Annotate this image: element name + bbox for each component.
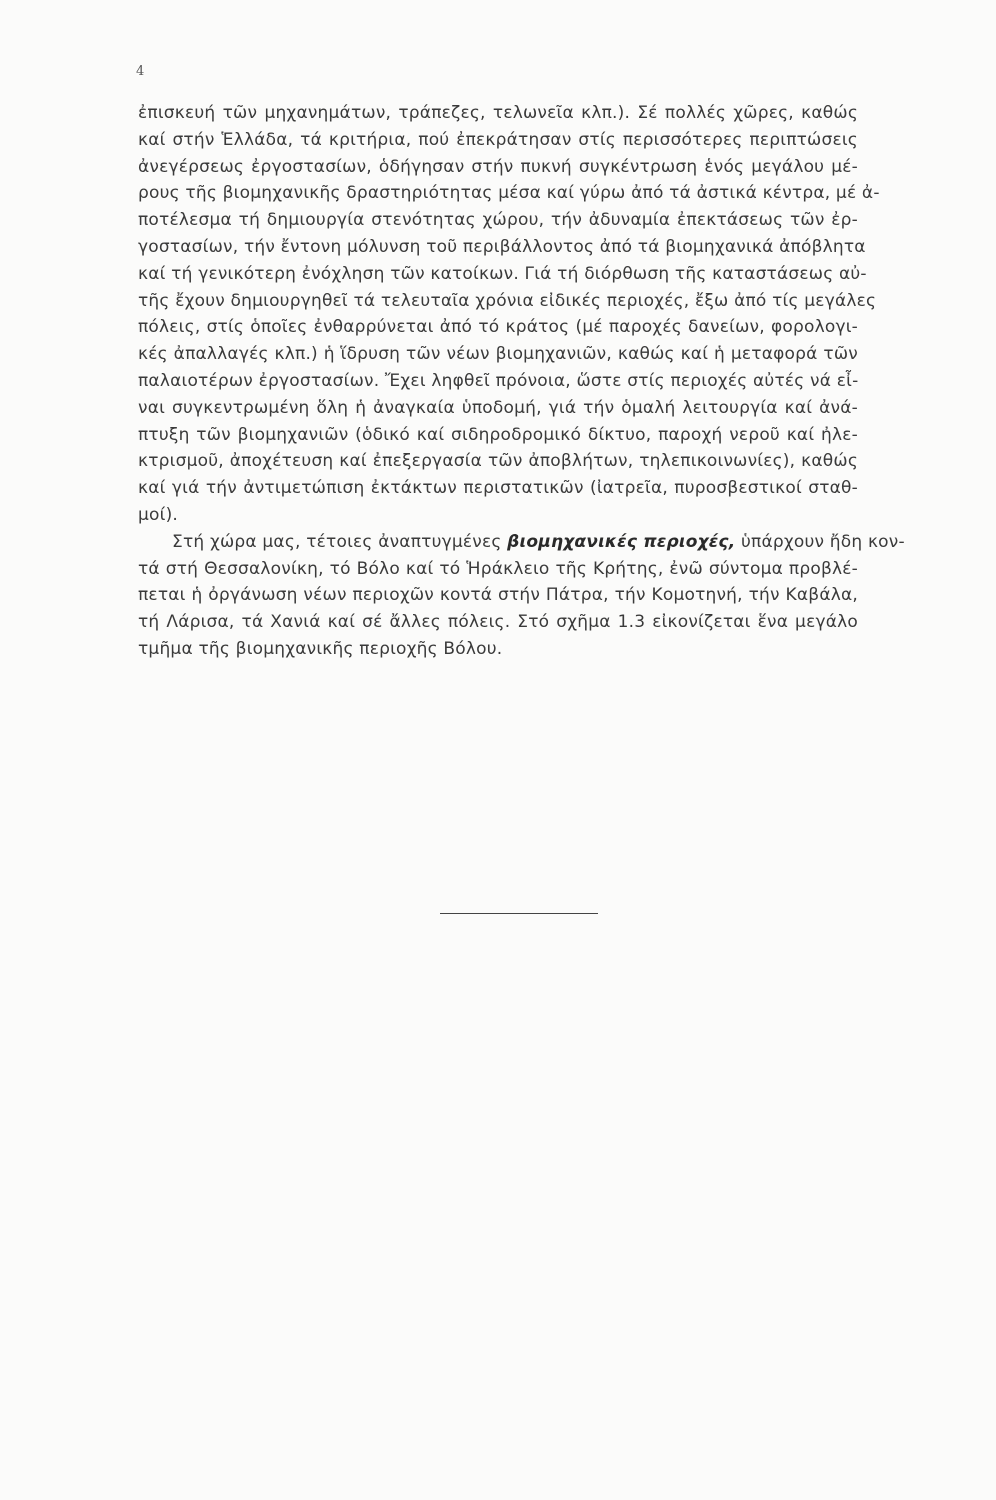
text-line: ρους τῆς βιομηχανικῆς δραστηριότητας μέσα καί γύρω ἀπό τά ἀστικά κέντρα, μέ ἀ- [138,183,880,204]
text-line: γοστασίων, τήν ἔντονη μόλυνση τοῦ περιβάλλοντος ἀπό τά βιομηχανικά ἀπόβλητα [138,236,866,257]
text-line: πεται ἡ ὀργάνωση νέων περιοχῶν κοντά στήν Πάτρα, τήν Κομοτηνή, τήν Καβάλα, [138,585,858,606]
paragraph [138,100,880,529]
text-line: πόλεις, στίς ὁποῖες ἐνθαρρύνεται ἀπό τό κράτος (μέ παροχές δανείων, φορολογι- [138,317,858,338]
page-number: 4 [136,64,145,79]
text-run: Στή χώρα μας, τέτοιες ἀναπτυγμένες [172,531,502,552]
text-line: καί στήν Ἑλλάδα, τά κριτήρια, πού ἐπεκράτησαν στίς περισσότερες περιπτώσεις [138,129,858,150]
text-run: ὑπάρχουν ἤδη κον- [740,531,905,552]
text-line: κτρισμοῦ, ἀποχέτευση καί ἐπεξεργασία τῶν ἀποβλήτων, τηλεπικοινωνίες), καθώς [138,451,858,472]
text-line: ναι συγκεντρωμένη ὅλη ἡ ἀναγκαία ὑποδομή, γιά τήν ὁμαλή λειτουργία καί ἀνά- [138,397,858,418]
text-line: πτυξη τῶν βιομηχανιῶν (ὁδικό καί σιδηροδρομικό δίκτυο, παροχή νεροῦ καί ἠλε- [138,424,858,445]
paragraph [138,529,905,663]
text-line: τά στή Θεσσαλονίκη, τό Βόλο καί τό Ἡράκλειο τῆς Κρήτης, ἐνῶ σύντομα προβλέ- [138,558,858,579]
text-line: τμῆμα τῆς βιομηχανικῆς περιοχῆς Βόλου. [138,638,503,659]
text-line: τή Λάρισα, τά Χανιά καί σέ ἄλλες πόλεις. Στό σχῆμα 1.3 εἰκονίζεται ἕνα μεγάλο [138,612,858,633]
text-line: παλαιοτέρων ἐργοστασίων. Ἔχει ληφθεῖ πρόνοια, ὥστε στίς περιοχές αὐτές νά εἶ- [138,370,859,391]
text-line: κές ἀπαλλαγές κλπ.) ἡ ἵδρυση τῶν νέων βιομηχανιῶν, καθώς καί ἡ μεταφορά τῶν [138,344,858,365]
text-line: καί γιά τήν ἀντιμετώπιση ἐκτάκτων περιστατικῶν (ἰατρεῖα, πυροσβεστικοί σταθ- [138,478,858,499]
text-line: ἀνεγέρσεως ἐργοστασίων, ὁδήγησαν στήν πυκνή συγκέντρωση ἑνός μεγάλου μέ- [138,156,858,177]
emphasized-term: βιομηχανικές περιοχές, [507,531,736,552]
footnote-rule [440,913,598,914]
text-line: ἐπισκευή τῶν μηχανημάτων, τράπεζες, τελωνεῖα κλπ.). Σέ πολλές χῶρες, καθώς [138,103,858,123]
text-line: μοί). [138,504,179,525]
text-line: καί τή γενικότερη ἐνόχληση τῶν κατοίκων. Γιά τή διόρθωση τῆς καταστάσεως αὐ- [138,263,867,284]
text-line: τῆς ἔχουν δημιουργηθεῖ τά τελευταῖα χρόνια εἰδικές περιοχές, ἔξω ἀπό τίς μεγάλες [138,290,877,311]
body-text [138,100,905,663]
text-line: ποτέλεσμα τή δημιουργία στενότητας χώρου, τήν ἀδυναμία ἐπεκτάσεως τῶν ἐρ- [138,210,858,231]
text-line [138,529,905,556]
